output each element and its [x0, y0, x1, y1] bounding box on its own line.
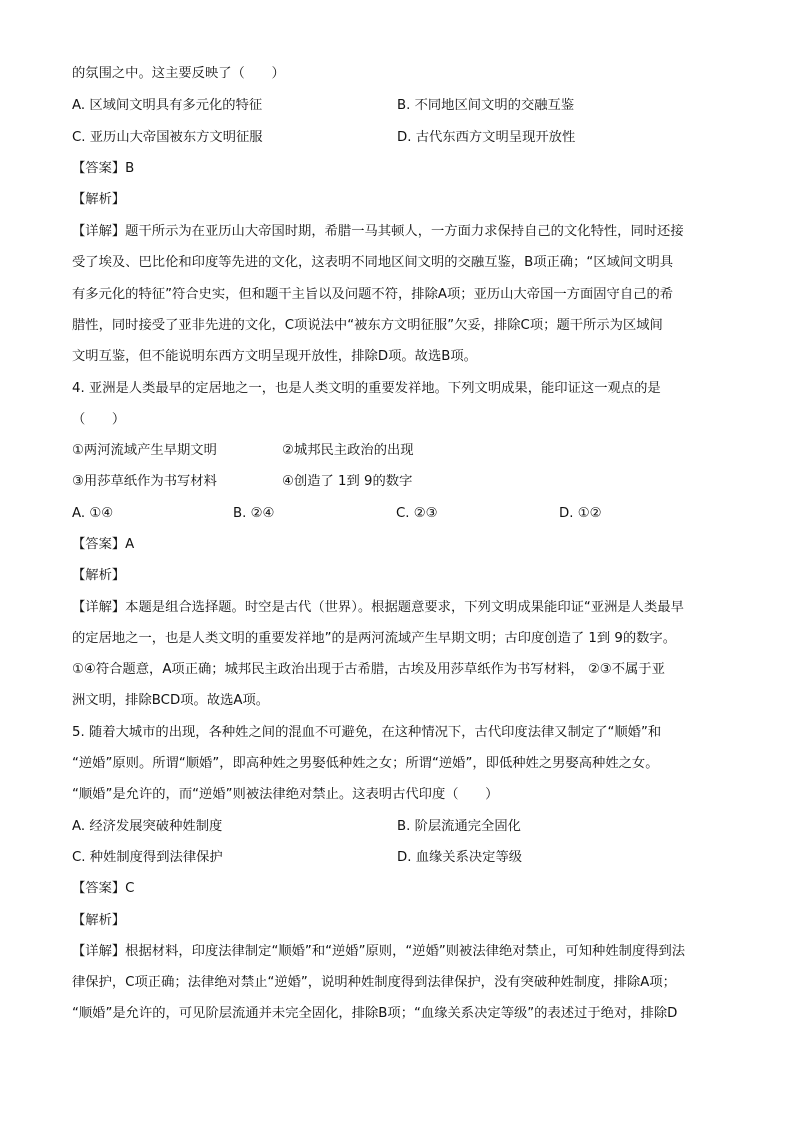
q5-stem-line-2: “逆婚”原则。所谓“顺婚”，即高种姓之男娶低种姓之女；所谓“逆婚”，即低种姓之男娶高种姓之女。 — [72, 756, 659, 771]
q4-answer: 【答案】A — [72, 537, 135, 552]
q4-item-4: ④创造了 1到 9的数字 — [282, 474, 413, 489]
q5-answer: 【答案】C — [72, 881, 135, 896]
q4-explanation-line-3: ①④符合题意，A项正确；城邦民主政治出现于古希腊，古埃及用莎草纸作为书写材料， ②③不属于亚 — [72, 662, 665, 677]
q5-explanation-line-2: 律保护，C项正确；法律绝对禁止“逆婚”，说明种姓制度得到法律保护，没有突破种姓制度，排除A项； — [72, 975, 676, 990]
q4-stem-line-1: 4. 亚洲是人类最早的定居地之一，也是人类文明的重要发祥地。下列文明成果，能印证这一观点的是 — [72, 381, 661, 396]
q4-items-row-2 — [72, 472, 724, 492]
q4-stem-line-2: （ ） — [72, 412, 126, 427]
q3-option-c[interactable]: C. 亚历山大帝国被东方文明征服 — [72, 130, 263, 145]
q4-item-2: ②城邦民主政治的出现 — [282, 443, 414, 458]
q4-option-a[interactable]: A. ①④ — [72, 506, 114, 521]
q4-analysis-label: 【解析】 — [72, 568, 126, 583]
q5-stem-line-1: 5. 随着大城市的出现，各种姓之间的混血不可避免，在这种情况下，古代印度法律又制定了“顺婚”和 — [72, 725, 662, 740]
q3-explanation-line-2: 受了埃及、巴比伦和印度等先进的文化，这表明不同地区间文明的交融互鉴，B项正确；“区域间文明具 — [72, 255, 674, 270]
q4-option-d[interactable]: D. ①② — [559, 506, 602, 521]
q4-explanation-line-4: 洲文明，排除BCD项。故选A项。 — [72, 693, 270, 708]
q5-option-d[interactable]: D. 血缘关系决定等级 — [397, 850, 523, 865]
q3-explanation-line-1: 【详解】题干所示为在亚历山大帝国时期，希腊一马其顿人，一方面力求保持自己的文化特性，同时还接 — [72, 224, 684, 239]
q3-answer: 【答案】B — [72, 161, 135, 176]
q3-option-d[interactable]: D. 古代东西方文明呈现开放性 — [397, 130, 576, 145]
q3-explanation-line-3: 有多元化的特征”符合史实，但和题干主旨以及问题不符，排除A项；亚历山大帝国一方面固守自己的希 — [72, 287, 674, 302]
q4-explanation-line-2: 的定居地之一，也是人类文明的重要发祥地”的是两河流域产生早期文明；古印度创造了 1到 9的数字。 — [72, 631, 677, 646]
q3-stem-end: 的氛围之中。这主要反映了（ ） — [72, 66, 285, 81]
q4-item-3: ③用莎草纸作为书写材料 — [72, 474, 217, 489]
q4-option-b[interactable]: B. ②④ — [233, 506, 275, 521]
q4-item-1: ①两河流域产生早期文明 — [72, 443, 217, 458]
q3-explanation-line-5: 文明互鉴，但不能说明东西方文明呈现开放性，排除D项。故选B项。 — [72, 349, 477, 364]
q5-explanation-line-1: 【详解】根据材料，印度法律制定“顺婚”和“逆婚”原则，“逆婚”则被法律绝对禁止，可知种姓制度得到法 — [72, 944, 686, 959]
q4-explanation-line-1: 【详解】本题是组合选择题。时空是古代（世界）。根据题意要求，下列文明成果能印证“亚洲是人类最早 — [72, 600, 684, 615]
q3-option-b[interactable]: B. 不同地区间文明的交融互鉴 — [397, 98, 575, 113]
q3-options-row-2 — [72, 128, 724, 148]
q5-option-b[interactable]: B. 阶层流通完全固化 — [397, 819, 521, 834]
q4-items-row-1 — [72, 441, 724, 461]
q5-option-a[interactable]: A. 经济发展突破种姓制度 — [72, 819, 223, 834]
q4-option-c[interactable]: C. ②③ — [396, 506, 438, 521]
q5-options-row-1 — [72, 817, 724, 837]
q3-options-row-1 — [72, 96, 724, 116]
q3-analysis-label: 【解析】 — [72, 192, 126, 207]
q4-options-row — [72, 504, 724, 524]
q3-explanation-line-4: 腊性，同时接受了亚非先进的文化，C项说法中“被东方文明征服”欠妥，排除C项；题干所示为区域间 — [72, 318, 663, 333]
q3-option-a[interactable]: A. 区域间文明具有多元化的特征 — [72, 98, 263, 113]
q5-options-row-2 — [72, 848, 724, 868]
q5-explanation-line-3: “顺婚”是允许的，可见阶层流通并未完全固化，排除B项；“血缘关系决定等级”的表述过于绝对，排除D — [72, 1006, 678, 1021]
q5-option-c[interactable]: C. 种姓制度得到法律保护 — [72, 850, 223, 865]
q5-stem-line-3: “顺婚”是允许的，而“逆婚”则被法律绝对禁止。这表明古代印度（ ） — [72, 787, 499, 802]
q5-analysis-label: 【解析】 — [72, 913, 126, 928]
